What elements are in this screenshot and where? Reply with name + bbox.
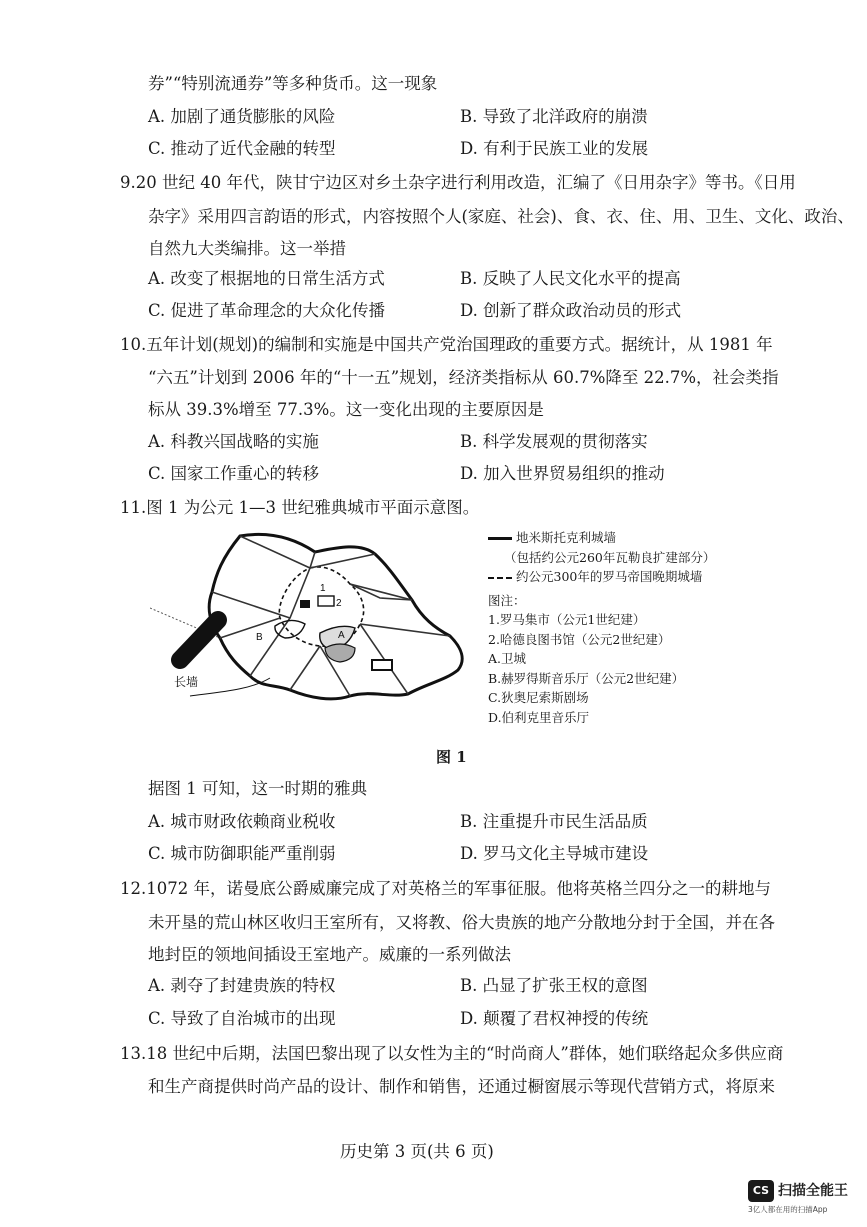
legend-title: 图注： — [488, 592, 526, 608]
camscanner-logo-icon: CS — [748, 1180, 774, 1202]
legend-solid-line: 地米斯托克利城墙 — [516, 530, 617, 545]
athens-map-svg — [150, 528, 480, 728]
q12-stem-line2: 未开垦的荒山林区收归王室所有，又将教、俗大贵族的地产分散地分封于全国，并在各 — [148, 913, 775, 932]
q10-option-d: D. 加入世界贸易组织的推动 — [460, 464, 665, 483]
solid-line-swatch — [488, 537, 512, 540]
q10-option-b: B. 科学发展观的贯彻落实 — [460, 432, 648, 451]
q12-option-c: C. 导致了自治城市的出现 — [148, 1009, 336, 1028]
legend-item: D.伯利克里音乐厅 — [488, 709, 590, 725]
q8-option-b: B. 导致了北洋政府的崩溃 — [460, 107, 648, 126]
q12-option-b: B. 凸显了扩张王权的意图 — [460, 976, 648, 995]
q12-option-a: A. 剥夺了封建贵族的特权 — [148, 976, 336, 995]
page-footer: 历史第 3 页(共 6 页) — [340, 1142, 494, 1161]
q8-stem-end: 券”“特别流通券”等多种货币。这一现象 — [148, 74, 438, 93]
athens-city-map — [150, 528, 480, 728]
q11-option-a: A. 城市财政依赖商业税收 — [148, 812, 336, 831]
map-label-b: B — [256, 632, 263, 643]
dionysus-theatre — [325, 644, 355, 662]
q9-stem-line2: 杂字》采用四言韵语的形式，内容按照个人(家庭、社会)、食、衣、住、用、卫生、文化、政治、 — [148, 207, 854, 226]
q10-stem-line3: 标从 39.3%增至 77.3%。这一变化出现的主要原因是 — [148, 400, 544, 419]
q9-stem-line3: 自然九大类编排。这一举措 — [148, 239, 346, 258]
map-label-a: A — [338, 630, 345, 641]
q10-stem-line2: “六五”计划到 2006 年的“十一五”规划，经济类指标从 60.7%降至 22.7%，社会类指 — [148, 368, 779, 387]
q11-option-b: B. 注重提升市民生活品质 — [460, 812, 648, 831]
q9-stem-line1: 9.20 世纪 40 年代，陕甘宁边区对乡土杂字进行利用改造，汇编了《日用杂字》等书。《日用 — [120, 173, 796, 192]
watermark-tagline: 3亿人都在用的扫描App — [748, 1205, 828, 1214]
hadrian-library-building — [318, 596, 334, 606]
watermark-name: 扫描全能王 — [778, 1183, 848, 1199]
odeon-herodes — [275, 620, 305, 638]
q13-stem-line1: 13.18 世纪中后期，法国巴黎出现了以女性为主的“时尚商人”群体，她们联络起众多供应商 — [120, 1044, 784, 1063]
figure-caption: 图 1 — [436, 748, 467, 766]
legend-item: 1.罗马集市（公元1世纪建） — [488, 612, 646, 627]
map-label-1: 1 — [320, 583, 326, 594]
roman-agora-building — [300, 600, 310, 608]
map-legend — [488, 528, 748, 727]
q10-option-a: A. 科教兴国战略的实施 — [148, 432, 319, 451]
legend-item: C.狄奥尼索斯剧场 — [488, 690, 589, 705]
legend-item: B.赫罗得斯音乐厅（公元2世纪建） — [488, 670, 685, 686]
olympieion-building — [372, 660, 392, 670]
map-label-2: 2 — [336, 598, 342, 609]
long-wall-bar — [180, 620, 218, 660]
legend-solid-line-row — [488, 528, 748, 548]
q9-option-d: D. 创新了群众政治动员的形式 — [460, 301, 682, 320]
q12-stem-line3: 地封臣的领地间插设王室地产。威廉的一系列做法 — [148, 945, 511, 964]
legend-solid-line-note: （包括约公元260年瓦勒良扩建部分） — [504, 549, 716, 565]
q9-option-c: C. 促进了革命理念的大众化传播 — [148, 301, 386, 320]
q12-option-d: D. 颠覆了君权神授的传统 — [460, 1009, 649, 1028]
q11-stem: 11.图 1 为公元 1—3 世纪雅典城市平面示意图。 — [120, 498, 480, 517]
q8-option-d: D. 有利于民族工业的发展 — [460, 139, 649, 158]
q10-option-c: C. 国家工作重心的转移 — [148, 464, 320, 483]
q8-option-c: C. 推动了近代金融的转型 — [148, 139, 336, 158]
legend-dashed-line-row — [488, 567, 748, 587]
q13-stem-line2: 和生产商提供时尚产品的设计、制作和销售，还通过橱窗展示等现代营销方式，将原来 — [148, 1077, 775, 1096]
q11-question: 据图 1 可知，这一时期的雅典 — [148, 779, 367, 798]
q8-option-a: A. 加剧了通货膨胀的风险 — [148, 107, 336, 126]
long-wall-label: 长墙 — [174, 675, 199, 689]
q9-option-b: B. 反映了人民文化水平的提高 — [460, 269, 681, 288]
themistocles-wall — [209, 534, 462, 698]
city-roads — [150, 536, 450, 696]
q10-stem-line1: 10.五年计划(规划)的编制和实施是中国共产党治国理政的重要方式。据统计，从 1981 年 — [120, 335, 773, 354]
q11-option-c: C. 城市防御职能严重削弱 — [148, 844, 336, 863]
legend-dashed-line: 约公元300年的罗马帝国晚期城墙 — [516, 569, 703, 584]
scanner-watermark — [748, 1178, 860, 1218]
legend-item: 2.哈德良图书馆（公元2世纪建） — [488, 631, 671, 647]
q9-option-a: A. 改变了根据地的日常生活方式 — [148, 269, 385, 288]
legend-item: A.卫城 — [488, 651, 527, 666]
q11-option-d: D. 罗马文化主导城市建设 — [460, 844, 649, 863]
dashed-line-swatch — [488, 577, 512, 579]
q12-stem-line1: 12.1072 年，诺曼底公爵威廉完成了对英格兰的军事征服。他将英格兰四分之一的耕地与 — [120, 879, 771, 898]
